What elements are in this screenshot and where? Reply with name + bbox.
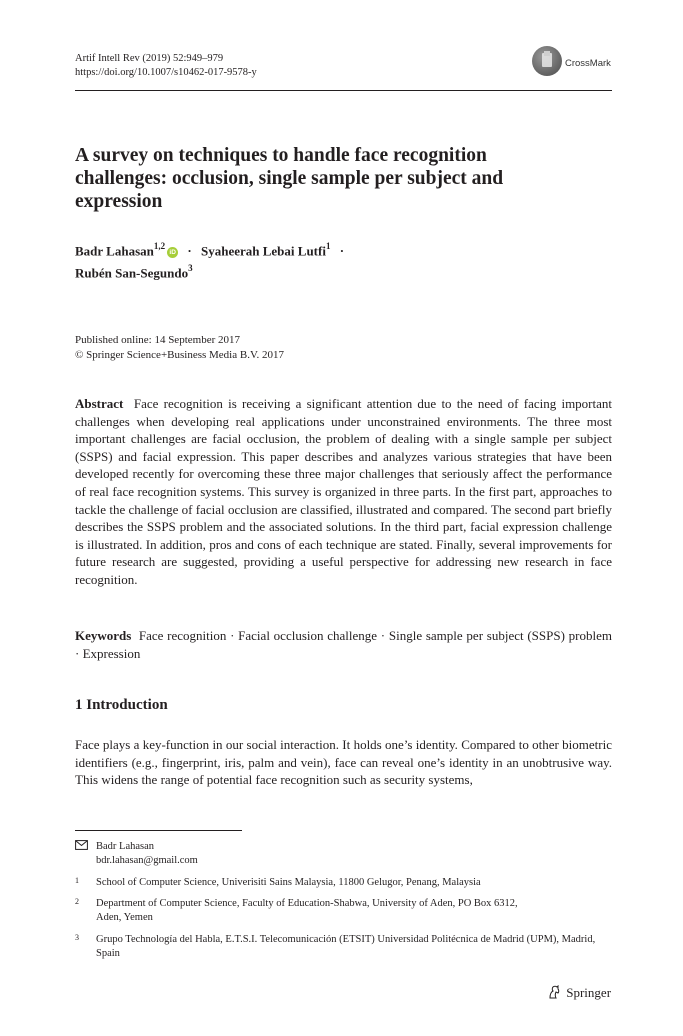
copyright-notice: © Springer Science+Business Media B.V. 2017 (75, 348, 284, 361)
author-affiliation-marker: 1 (325, 241, 331, 251)
affiliation-text: School of Computer Science, Univerisiti Sains Malaysia, 11800 Gelugor, Penang, Malaysia (96, 877, 481, 888)
affiliation-text: Grupo Technología del Habla, E.T.S.I. Telecomunicación (ETSIT) Universidad Politécnica de Madrid (UPM), Madrid, Spain (96, 934, 596, 959)
published-date: Published online: 14 September 2017 (75, 334, 240, 346)
footnote-number: 3 (75, 933, 79, 942)
footnote-number: 2 (75, 897, 79, 906)
abstract (75, 395, 612, 589)
section-heading: 1 Introduction (75, 697, 168, 713)
keywords-text: Face recognition · Facial occlusion challenge · Single sample per subject (SSPS) problem · Expression (75, 628, 612, 661)
corresponding-author-name: Badr Lahasan (96, 841, 155, 852)
author-separator: · (339, 243, 345, 259)
introduction-text: Face plays a key-function in our social interaction. It holds one’s identity. Compared to other biometric identifiers (e.g., fingerprint, iris, palm and vein), face can reveal one’s identity in an unobtrusive way. This widens the range of potential face recognition such as security systems, (75, 737, 612, 788)
doi-link[interactable]: https://doi.org/10.1007/s10462-017-9578-y (75, 67, 257, 78)
author-list (75, 238, 575, 283)
running-header (75, 52, 257, 80)
header-divider (75, 90, 612, 91)
journal-citation: Artif Intell Rev (2019) 52:949–979 (75, 53, 224, 64)
affiliation-footnote (75, 876, 612, 890)
affiliation-text: Department of Computer Science, Faculty of Education-Shabwa, University of Aden, PO Box 6312, Aden, Yemen (96, 898, 518, 923)
author-affiliation-marker: 1,2 (153, 241, 166, 251)
abstract-text: Face recognition is receiving a significant attention due to the need of facing important challenges when developing real applications under unconstrained environments. The three most important challenges are facial occlusion, the problem of dealing with a single sample per subject (SSPS) and facial expression. This paper describes and analyzes various strategies that have been developed recently for overcoming these three major challenges that seriously affect the performance of real face recognition systems. This survey is organized in three parts. In the first part, approaches to tackle the challenge of facial occlusion are classified, illustrated and compared. The second part briefly describes the SSPS problem and the associated solutions. In the third part, facial expression challenge is illustrated. In addition, pros and cons of each technique are stated. Finally, several improvements for future research are suggested, providing a useful perspective for addressing new research in face recognition. (75, 396, 613, 587)
crossmark-badge[interactable] (532, 46, 612, 80)
publisher-logo (547, 985, 611, 1001)
keywords-label: Keywords (75, 628, 132, 643)
affiliation-footnote (75, 933, 612, 961)
corresponding-author-email[interactable]: bdr.lahasan@gmail.com (96, 855, 198, 866)
author-name[interactable]: Badr Lahasan (75, 243, 154, 259)
affiliation-footnote (75, 897, 612, 925)
crossmark-label: CrossMark (565, 58, 611, 69)
abstract-label: Abstract (75, 396, 124, 411)
corresponding-author-footnote (75, 840, 612, 868)
author-name[interactable]: Syaheerah Lebai Lutfi (200, 243, 326, 259)
springer-horse-icon (547, 985, 566, 1000)
author-affiliation-marker: 3 (188, 263, 193, 274)
author-separator: · (187, 243, 192, 259)
envelope-icon (75, 840, 91, 855)
orcid-icon[interactable]: iD (167, 247, 178, 258)
crossmark-icon (532, 46, 562, 76)
author-name[interactable]: Rubén San-Segundo (75, 265, 189, 281)
footnote-number: 1 (75, 876, 79, 885)
footnote-divider (75, 830, 242, 831)
keywords (75, 627, 612, 662)
publisher-name: Springer (566, 985, 612, 1000)
publication-info (75, 333, 284, 362)
paper-title: A survey on techniques to handle face recognition challenges: occlusion, single sample per subject and expression (75, 145, 504, 212)
